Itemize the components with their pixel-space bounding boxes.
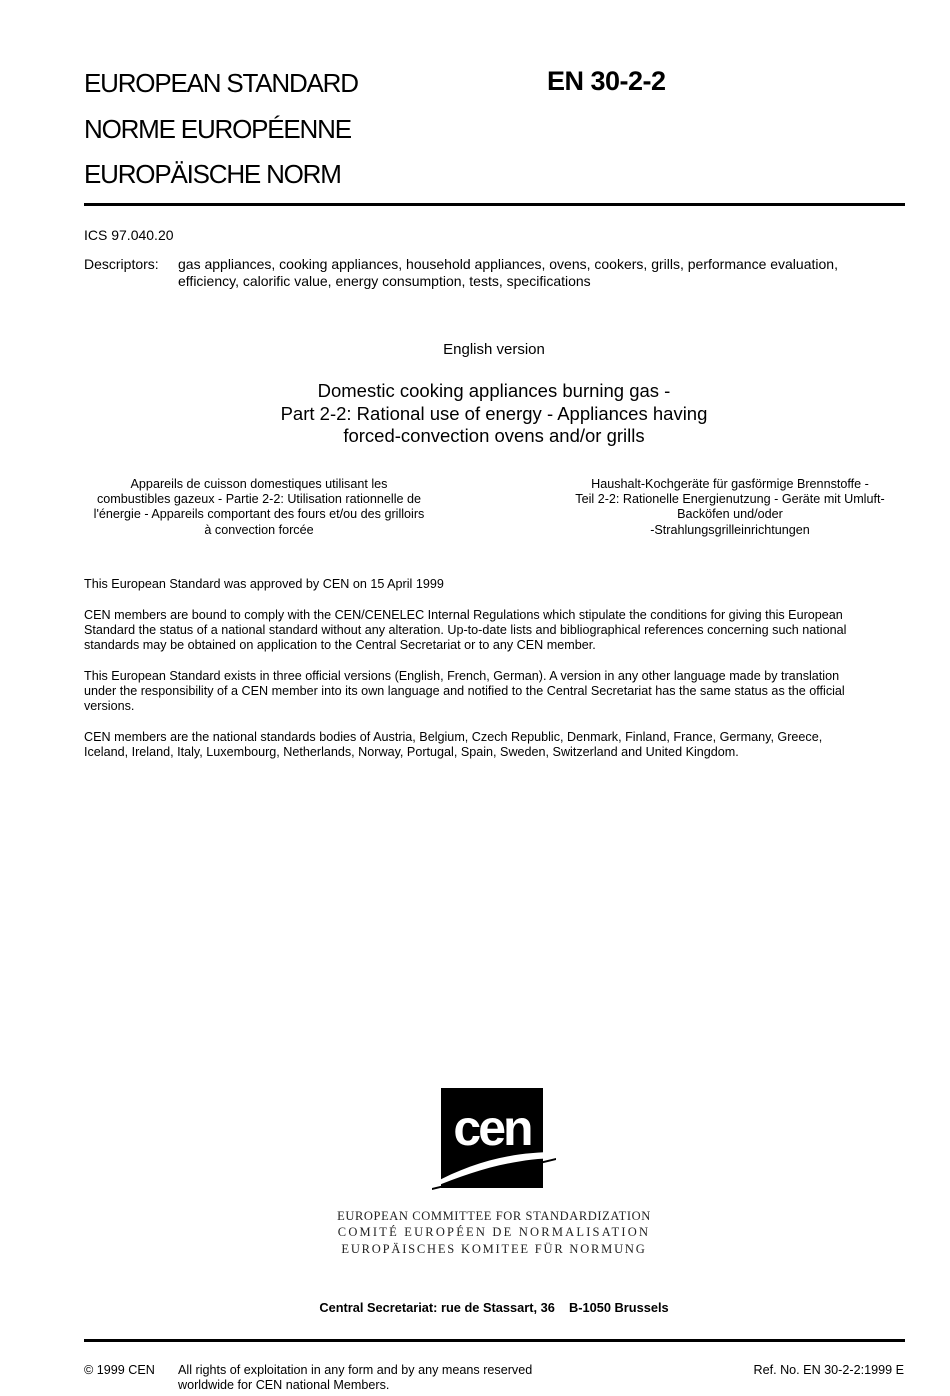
german-title-line: Haushalt-Kochgeräte für gasförmige Brennstoffe -	[591, 477, 869, 491]
standard-number: EN 30-2-2	[547, 66, 666, 96]
german-title-line: Teil 2-2: Rationelle Energienutzung - Geräte mit Umluft-	[575, 492, 885, 507]
paragraph-line: under the responsibility of a CEN member into its own language and notified to the Central Secretariat has the same status as the official	[84, 684, 845, 698]
french-title-line: à convection forcée	[204, 522, 314, 537]
french-title-line: l'énergie - Appareils comportant des fours et/ou des grilloirs	[93, 507, 425, 522]
paragraph-line: Standard the status of a national standard without any alteration. Up-to-date lists and bibliographical references concerning such national	[84, 623, 847, 637]
title-english: EUROPEAN STANDARD	[84, 68, 358, 98]
main-title-line: forced-convection ovens and/or grills	[343, 425, 645, 446]
main-title-line: Domestic cooking appliances burning gas -	[317, 380, 671, 401]
paragraph-line: standards may be obtained on application to the Central Secretariat or to any CEN member.	[84, 638, 596, 652]
footer-rule	[84, 1339, 905, 1342]
german-title	[556, 477, 904, 538]
paragraph-line: CEN members are bound to comply with the CEN/CENELEC Internal Regulations which stipulate the conditions for giving this European	[84, 608, 843, 622]
paragraph-line: versions.	[84, 699, 135, 713]
header-rule	[84, 203, 905, 206]
german-title-line: -Strahlungsgrilleinrichtungen	[650, 522, 810, 537]
paragraph-line: Iceland, Ireland, Italy, Luxembourg, Netherlands, Norway, Portugal, Spain, Sweden, Switzerland and United Kingdom.	[84, 745, 739, 759]
french-title-line: combustibles gazeux - Partie 2-2: Utilisation rationnelle de	[96, 492, 422, 507]
descriptors-line-2: efficiency, calorific value, energy consumption, tests, specifications	[178, 273, 591, 289]
paragraph-members	[84, 730, 822, 760]
french-title-line: Appareils de cuisson domestiques utilisant les	[130, 477, 388, 491]
descriptors-label: Descriptors:	[84, 256, 159, 272]
paragraph-line: CEN members are the national standards bodies of Austria, Belgium, Czech Republic, Denmark, Finland, France, Germany, Greece,	[84, 730, 823, 744]
paragraph-versions	[84, 669, 845, 714]
rights-line-2: worldwide for CEN national Members.	[178, 1378, 390, 1392]
org-name-german: EUROPÄISCHES KOMITEE FÜR NORMUNG	[341, 1242, 647, 1256]
title-german: EUROPÄISCHE NORM	[84, 159, 341, 189]
main-title	[194, 380, 794, 448]
rights-line-1: All rights of exploitation in any form and by any means reserved	[178, 1363, 533, 1377]
version-label: English version	[443, 341, 545, 358]
paragraph-regulations	[84, 608, 846, 653]
approval-text: This European Standard was approved by CEN on 15 April 1999	[84, 577, 444, 591]
main-title-line: Part 2-2: Rational use of energy - Appliances having	[280, 402, 708, 424]
svg-text:cen: cen	[453, 1100, 531, 1156]
org-name-english: EUROPEAN COMMITTEE FOR STANDARDIZATION	[337, 1209, 651, 1223]
french-title	[80, 477, 438, 538]
german-title-line: Backöfen und/oder	[677, 507, 783, 522]
org-name-french: COMITÉ EUROPÉEN DE NORMALISATION	[337, 1225, 651, 1239]
ics-code: ICS 97.040.20	[84, 227, 174, 243]
central-secretariat: Central Secretariat: rue de Stassart, 36 B-1050 Brussels	[319, 1300, 669, 1315]
paragraph-line: This European Standard exists in three official versions (English, French, German). A version in any other language made by translation	[84, 669, 840, 683]
cen-logo-icon	[432, 1088, 556, 1190]
descriptors-line-1: gas appliances, cooking appliances, household appliances, ovens, cookers, grills, performance evaluation,	[178, 256, 838, 272]
reference-number: Ref. No. EN 30-2-2:1999 E	[753, 1363, 904, 1377]
copyright: © 1999 CEN	[84, 1363, 155, 1377]
title-french: NORME EUROPÉENNE	[84, 114, 351, 144]
